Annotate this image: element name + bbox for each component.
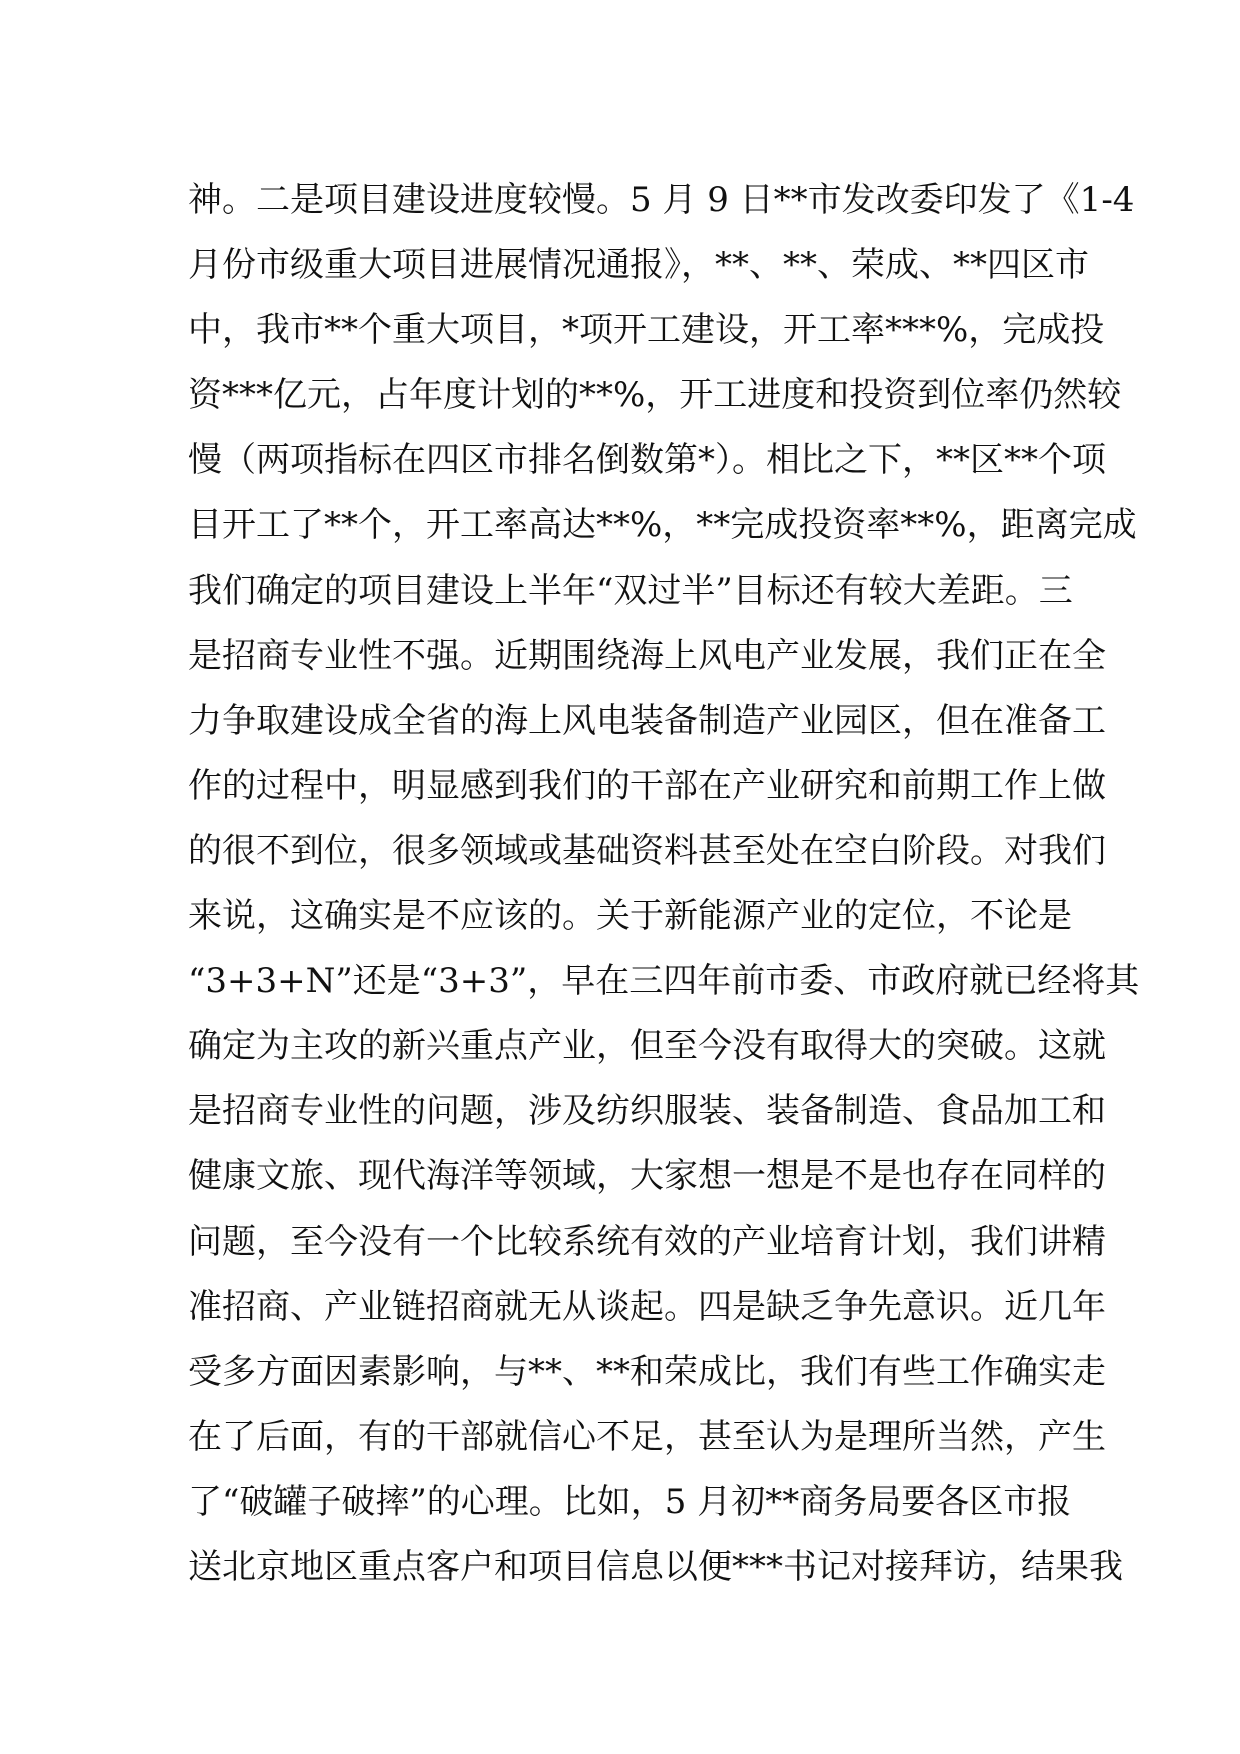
- text-line: 的很不到位，很多领域或基础资料甚至处在空白阶段。对我们: [188, 830, 1106, 871]
- text-line: 力争取建设成全省的海上风电装备制造产业园区，但在准备工: [188, 700, 1106, 741]
- text-line: 受多方面因素影响，与**、**和荣成比，我们有些工作确实走: [188, 1351, 1106, 1392]
- text-line: 作的过程中，明显感到我们的干部在产业研究和前期工作上做: [188, 765, 1106, 806]
- text-line: 准招商、产业链招商就无从谈起。四是缺乏争先意识。近几年: [188, 1286, 1106, 1327]
- text-line: 神。二是项目建设进度较慢。5 月 9 日**市发改委印发了《1-4: [188, 180, 1135, 220]
- text-line: 是招商专业性的问题，涉及纺织服装、装备制造、食品加工和: [188, 1091, 1106, 1132]
- text-line: 目开工了**个，开工率高达**%，**完成投资率**%，距离完成: [188, 505, 1137, 546]
- text-line: 问题，至今没有一个比较系统有效的产业培育计划，我们讲精: [188, 1221, 1106, 1262]
- text-line: 来说，这确实是不应该的。关于新能源产业的定位，不论是: [188, 896, 1072, 937]
- text-line: 我们确定的项目建设上半年“双过半”目标还有较大差距。三: [188, 570, 1073, 611]
- text-line: 送北京地区重点客户和项目信息以便***书记对接拜访，结果我: [188, 1546, 1123, 1587]
- text-line: 资***亿元，占年度计划的**%，开工进度和投资到位率仍然较: [188, 375, 1122, 416]
- text-line: 确定为主攻的新兴重点产业，但至今没有取得大的突破。这就: [188, 1026, 1106, 1067]
- text-line: 在了后面，有的干部就信心不足，甚至认为是理所当然，产生: [188, 1416, 1106, 1457]
- text-line: 是招商专业性不强。近期围绕海上风电产业发展，我们正在全: [188, 635, 1106, 676]
- body-paragraph: [188, 168, 1140, 1600]
- text-line: 慢（两项指标在四区市排名倒数第*）。相比之下，**区**个项: [188, 440, 1106, 481]
- text-line: 了“破罐子破摔”的心理。比如，5 月初**商务局要各区市报: [188, 1481, 1072, 1522]
- text-line: 中，我市**个重大项目，*项开工建设，开工率***%，完成投: [188, 310, 1105, 351]
- text-line: “3+3+N”还是“3+3”，早在三四年前市委、市政府就已经将其: [188, 961, 1140, 1002]
- text-line: 月份市级重大项目进展情况通报》，**、**、荣成、**四区市: [188, 245, 1089, 286]
- text-line: 健康文旅、现代海洋等领域，大家想一想是不是也存在同样的: [188, 1156, 1106, 1197]
